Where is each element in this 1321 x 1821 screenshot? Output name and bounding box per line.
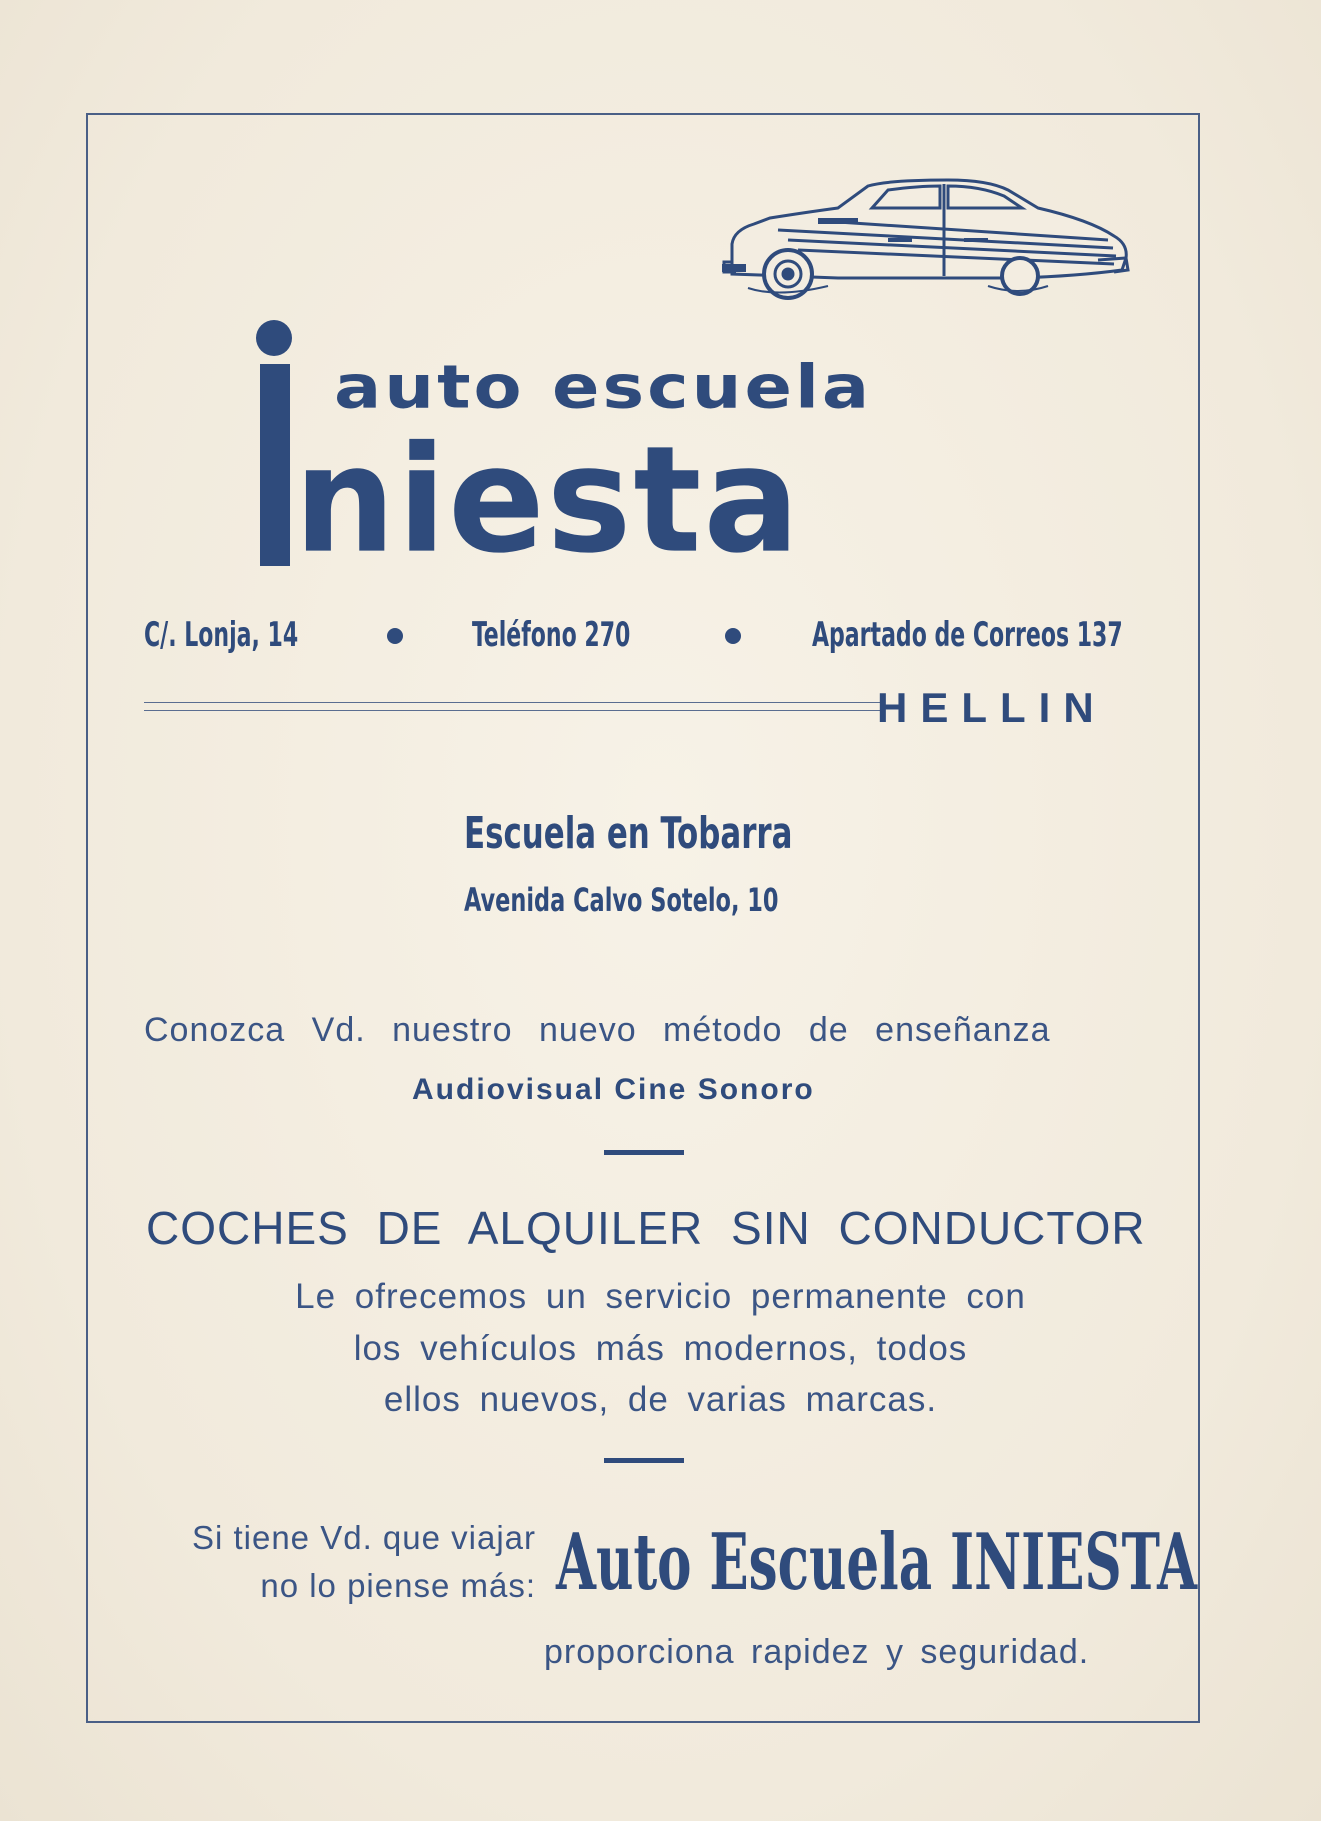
section-dash <box>604 1458 684 1463</box>
rental-line: los vehículos más modernos, todos <box>353 1329 968 1368</box>
city-name: HELLIN <box>877 684 1107 731</box>
divider-line-bottom <box>144 710 880 711</box>
car-illustration <box>718 178 1132 302</box>
po-box: Apartado de Correos 137 <box>812 615 1123 655</box>
rental-line: ellos nuevos, de varias marcas. <box>383 1380 938 1419</box>
logo-tagline: auto escuela <box>334 352 873 422</box>
phone-number: Teléfono 270 <box>472 615 631 655</box>
street-address: C/. Lonja, 14 <box>144 615 299 655</box>
logo-i-stem <box>260 364 290 566</box>
section-dash <box>604 1150 684 1155</box>
closing-lead: Si tiene Vd. que viajar <box>191 1519 536 1556</box>
logo-i-dot <box>256 320 292 356</box>
closing-brand: Auto Escuela INIESTA <box>556 1517 1198 1608</box>
method-name: Audiovisual Cine Sonoro <box>412 1073 815 1106</box>
rental-heading: COCHES DE ALQUILER SIN CONDUCTOR <box>146 1202 1146 1254</box>
bullet-dot <box>725 628 741 644</box>
closing-lead: no lo piense más: <box>260 1567 536 1604</box>
logo-wordmark: niesta <box>294 415 802 586</box>
closing-tagline: proporciona rapidez y seguridad. <box>544 1633 1090 1671</box>
method-intro: Conozca Vd. nuestro nuevo método de enseñanza <box>144 1011 1051 1049</box>
bullet-dot <box>387 628 403 644</box>
branch-title: Escuela en Tobarra <box>464 808 793 859</box>
branch-address: Avenida Calvo Sotelo, 10 <box>464 881 779 919</box>
rental-line: Le ofrecemos un servicio permanente con <box>295 1277 1026 1316</box>
divider-line-top <box>144 702 880 703</box>
